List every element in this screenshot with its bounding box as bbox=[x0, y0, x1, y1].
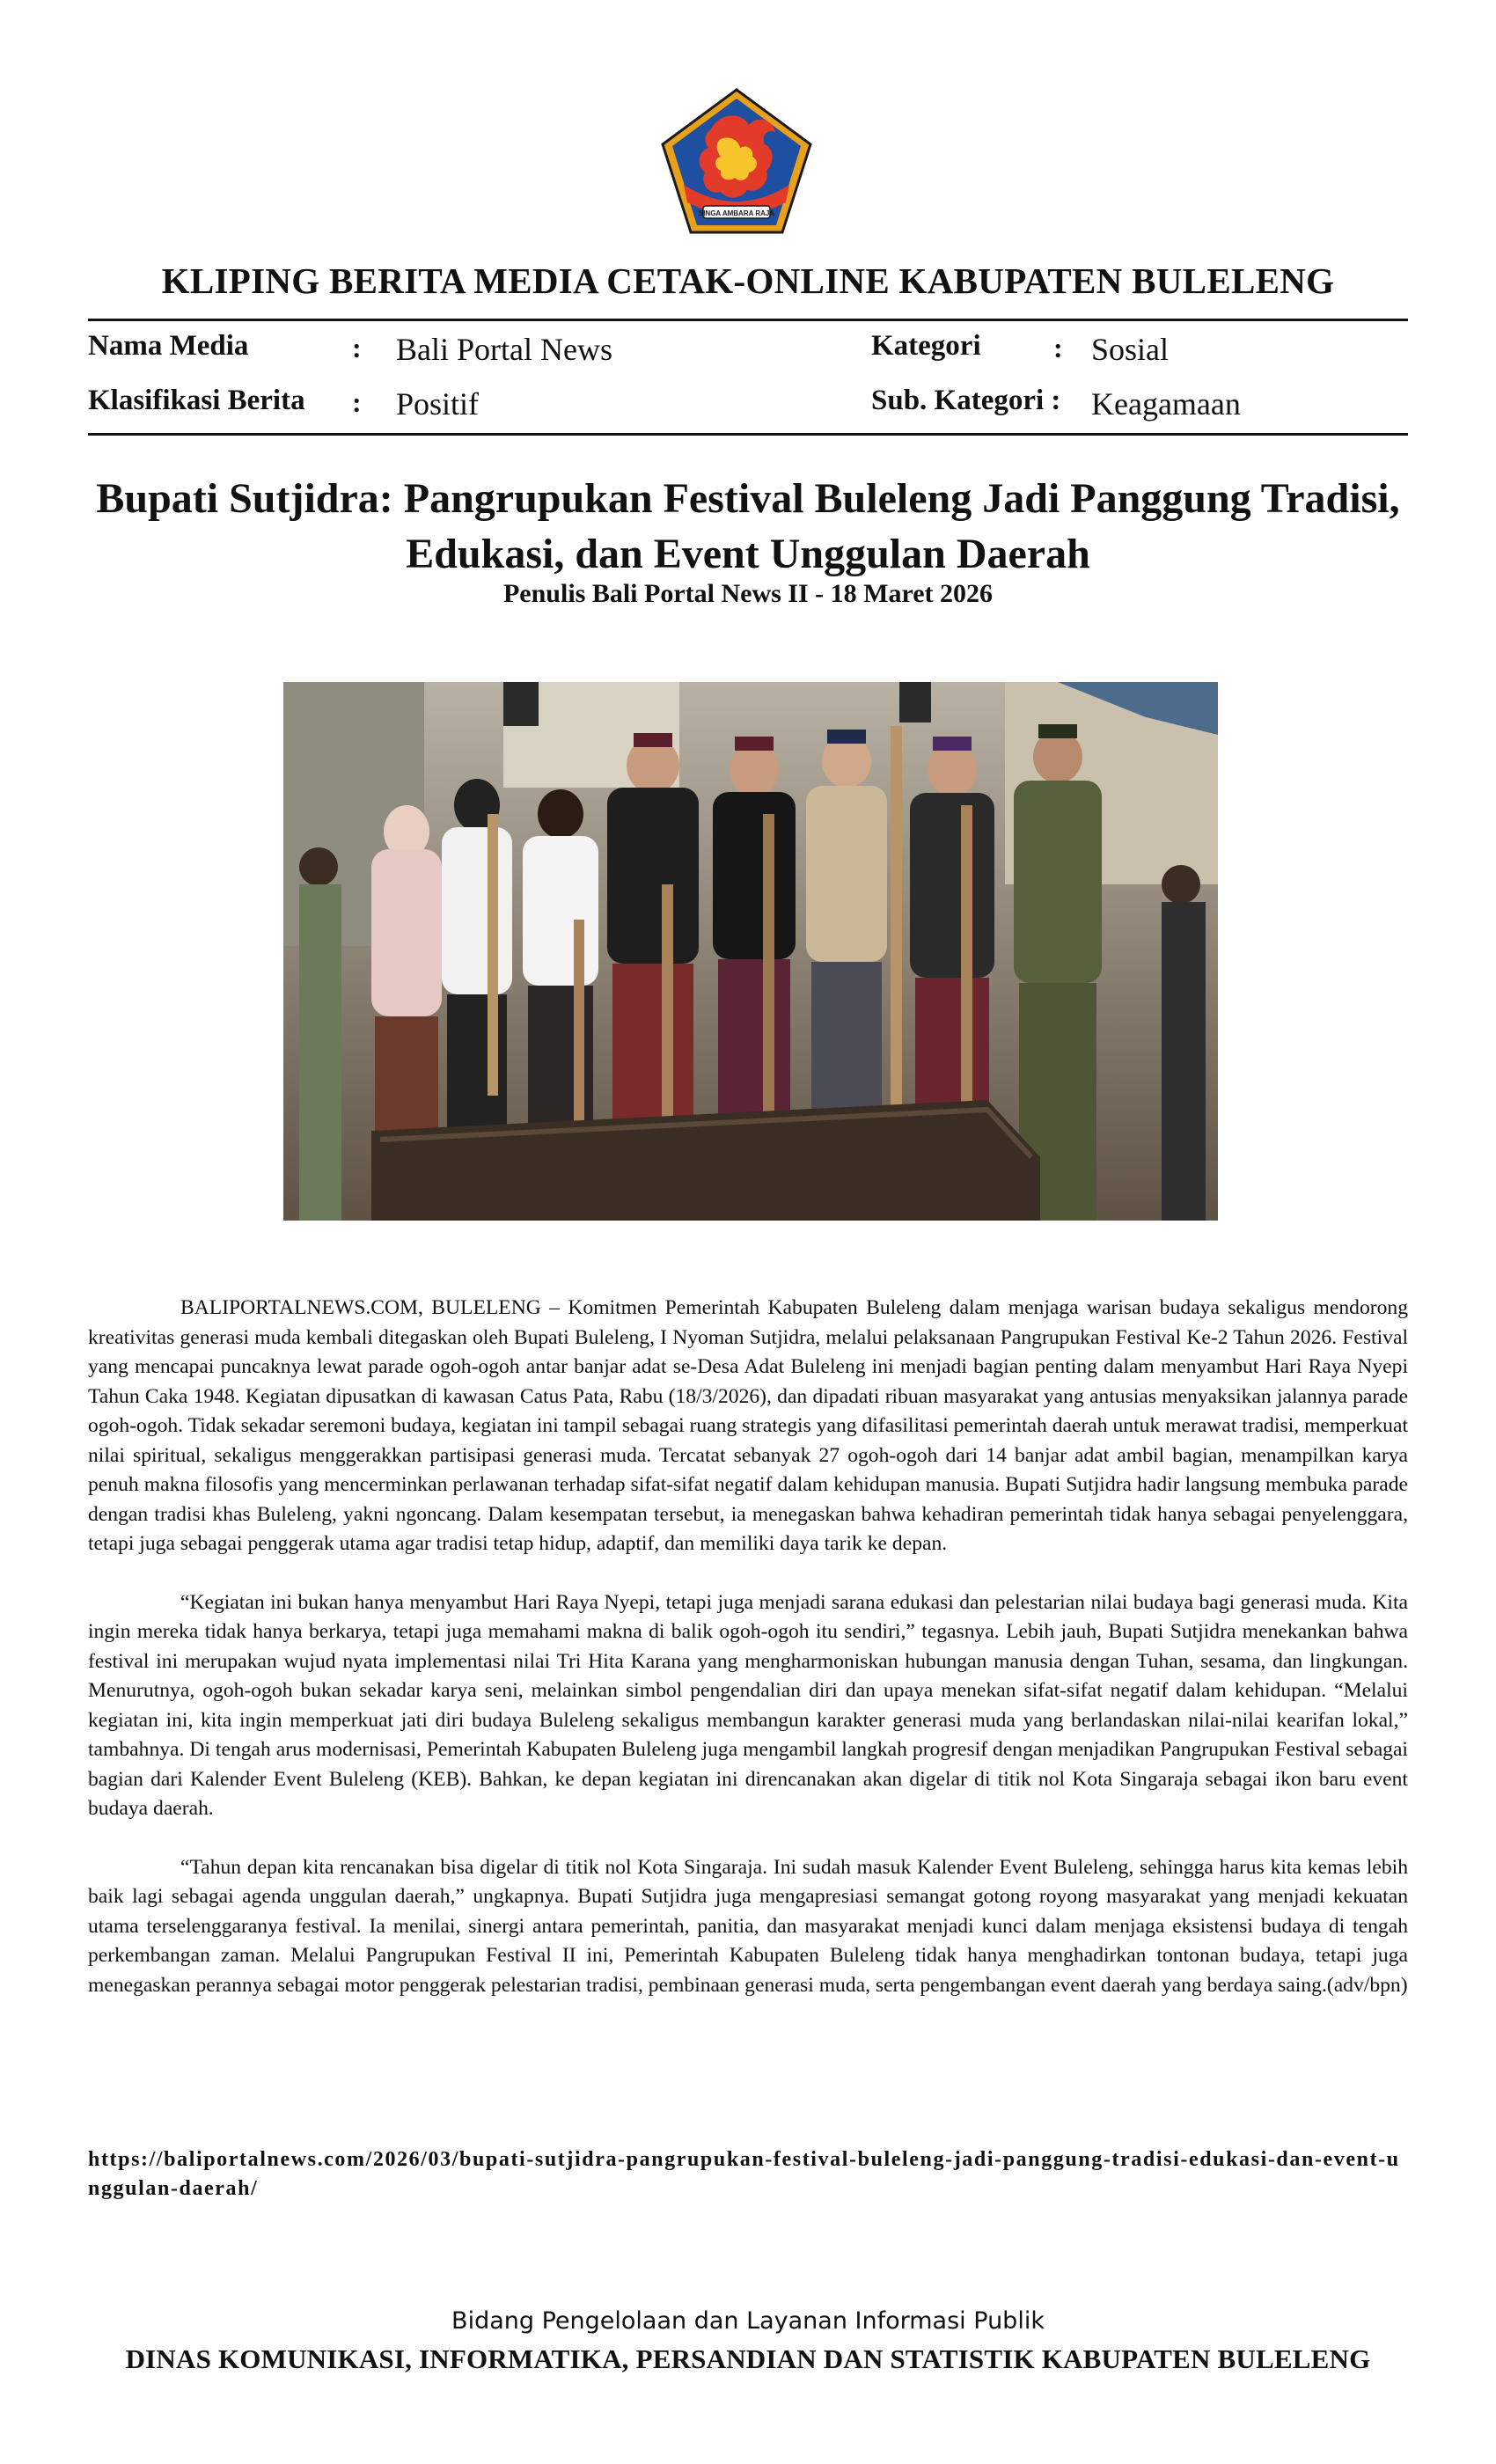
footer-division: Bidang Pengelolaan dan Layanan Informasi Publik bbox=[451, 2307, 1045, 2335]
article-paragraph-3: “Tahun depan kita rencanakan bisa digelar di titik nol Kota Singaraja. Ini sudah masuk Kalender Event Buleleng, sehingga harus kita kemas lebih baik lagi sebagai agenda unggulan daerah,” ungkapnya. Bupati Sutjidra juga mengapresiasi semangat gotong royong masyarakat yang menjadi kekuatan utama terselenggaranya festival. Ia menilai, sinergi antara pemerintah, panitia, dan masyarakat menjadi kunci dalam menjaga eksistensi budaya di tengah perkembangan zaman. Melalui Pangrupukan Festival II ini, Pemerintah Kabupaten Buleleng tidak hanya menghadirkan tontonan budaya, tetapi juga menegaskan perannya sebagai motor penggerak pelestarian tradisi, pembinaan generasi muda, serta pengembangan event daerah yang berdaya saing.(adv/bpn) bbox=[88, 1855, 1408, 1997]
klasifikasi-label: Klasifikasi Berita bbox=[88, 385, 305, 416]
headline-line-1: Bupati Sutjidra: Pangrupukan Festival Buleleng Jadi Panggung Tradisi, bbox=[96, 475, 1400, 522]
kategori-colon: : bbox=[1053, 332, 1063, 363]
klasifikasi-colon: : bbox=[352, 386, 362, 418]
nama-media-label: Nama Media bbox=[88, 330, 249, 362]
nama-media-colon: : bbox=[352, 332, 362, 363]
article-paragraph-2: “Kegiatan ini bukan hanya menyambut Hari Raya Nyepi, tetapi juga menjadi sarana edukasi dan pelestarian nilai budaya bagi generasi muda. Kita ingin mereka tidak hanya berkarya, tetapi juga memahami makna di balik ogoh-ogoh itu sendiri,” tegasnya. Lebih jauh, Bupati Sutjidra menekankan bahwa festival ini merupakan wujud nyata implementasi nilai Tri Hita Karana yang mengharmoniskan hubungan manusia dengan Tuhan, sesama, dan lingkungan. Menurutnya, ogoh-ogoh bukan sekadar karya seni, melainkan simbol pengendalian diri dan upaya menekan sifat-sifat negatif dalam kehidupan. “Melalui kegiatan ini, kita ingin memperkuat jati diri budaya Buleleng sekaligus membangun karakter generasi muda yang berlandaskan nilai-nilai kearifan lokal,” tambahnya. Di tengah arus modernisasi, Pemerintah Kabupaten Buleleng juga mengambil langkah progresif dengan menjadikan Pangrupukan Festival sebagai bagian dari Kalender Event Buleleng (KEB). Bahkan, ke depan kegiatan ini direncanakan akan digelar di titik nol Kota Singaraja sebagai ikon baru event budaya daerah. bbox=[88, 1590, 1408, 1820]
subkategori-label: Sub. Kategori : bbox=[871, 385, 1061, 416]
article-photo bbox=[283, 682, 1218, 1221]
article-headline bbox=[70, 471, 1426, 582]
buleleng-crest-logo bbox=[657, 86, 816, 236]
source-url-link[interactable]: https://baliportalnews.com/2026/03/bupati-sutjidra-pangrupukan-festival-buleleng-jadi-panggung-tradisi-edukasi-dan-event-unggulan-daerah/ bbox=[88, 2148, 1400, 2200]
header-rule-bottom bbox=[88, 433, 1408, 436]
article-paragraph-1: BALIPORTALNEWS.COM, BULELENG – Komitmen Pemerintah Kabupaten Buleleng dalam menjaga warisan budaya sekaligus mendorong kreativitas generasi muda kembali ditegaskan oleh Bupati Buleleng, I Nyoman Sutjidra, melalui pelaksanaan Pangrupukan Festival Ke-2 Tahun 2026. Festival yang mencapai puncaknya lewat parade ogoh-ogoh antar banjar adat se-Desa Adat Buleleng ini menjadi bagian penting dalam menyambut Hari Raya Nyepi Tahun Caka 1948. Kegiatan dipusatkan di kawasan Catus Pata, Rabu (18/3/2026), dan dipadati ribuan masyarakat yang antusias menyaksikan jalannya parade ogoh-ogoh. Tidak sekadar seremoni budaya, kegiatan ini tampil sebagai ruang strategis yang difasilitasi pemerintah daerah untuk merawat tradisi, memperkuat nilai spiritual, sekaligus menggerakkan partisipasi generasi muda. Tercatat sebanyak 27 ogoh-ogoh dari 14 banjar adat ambil bagian, menampilkan karya penuh makna filosofis yang mencerminkan perlawanan terhadap sifat-sifat negatif dalam kehidupan manusia. Bupati Sutjidra hadir langsung membuka parade dengan tradisi khas Buleleng, yakni ngoncang. Dalam kesempatan tersebut, ia menegaskan bahwa kehadiran pemerintah tidak hanya sebagai penyelenggara, tetapi juga sebagai penggerak utama agar tradisi tetap hidup, adaptif, dan memiliki daya tarik ke depan. bbox=[88, 1296, 1408, 1555]
klasifikasi-value: Positif bbox=[396, 386, 480, 422]
kategori-label: Kategori bbox=[871, 330, 981, 362]
kliping-title: KLIPING BERITA MEDIA CETAK-ONLINE KABUPATEN BULELENG bbox=[161, 260, 1335, 301]
crest-motto: SINGA AMBARA RAJA bbox=[698, 209, 775, 217]
footer-agency: DINAS KOMUNIKASI, INFORMATIKA, PERSANDIAN DAN STATISTIK KABUPATEN BULELENG bbox=[125, 2343, 1371, 2374]
headline-line-2: Edukasi, dan Event Unggulan Daerah bbox=[406, 531, 1090, 577]
header-rule-top bbox=[88, 319, 1408, 321]
subkategori-value: Keagamaan bbox=[1091, 386, 1241, 422]
crest-icon bbox=[657, 86, 816, 236]
ngoncang-ceremony-photo-icon bbox=[283, 682, 1218, 1221]
article-body bbox=[88, 1294, 1408, 2029]
kategori-value: Sosial bbox=[1091, 332, 1170, 367]
nama-media-value: Bali Portal News bbox=[396, 332, 612, 367]
article-byline: Penulis Bali Portal News II - 18 Maret 2026 bbox=[502, 579, 994, 608]
